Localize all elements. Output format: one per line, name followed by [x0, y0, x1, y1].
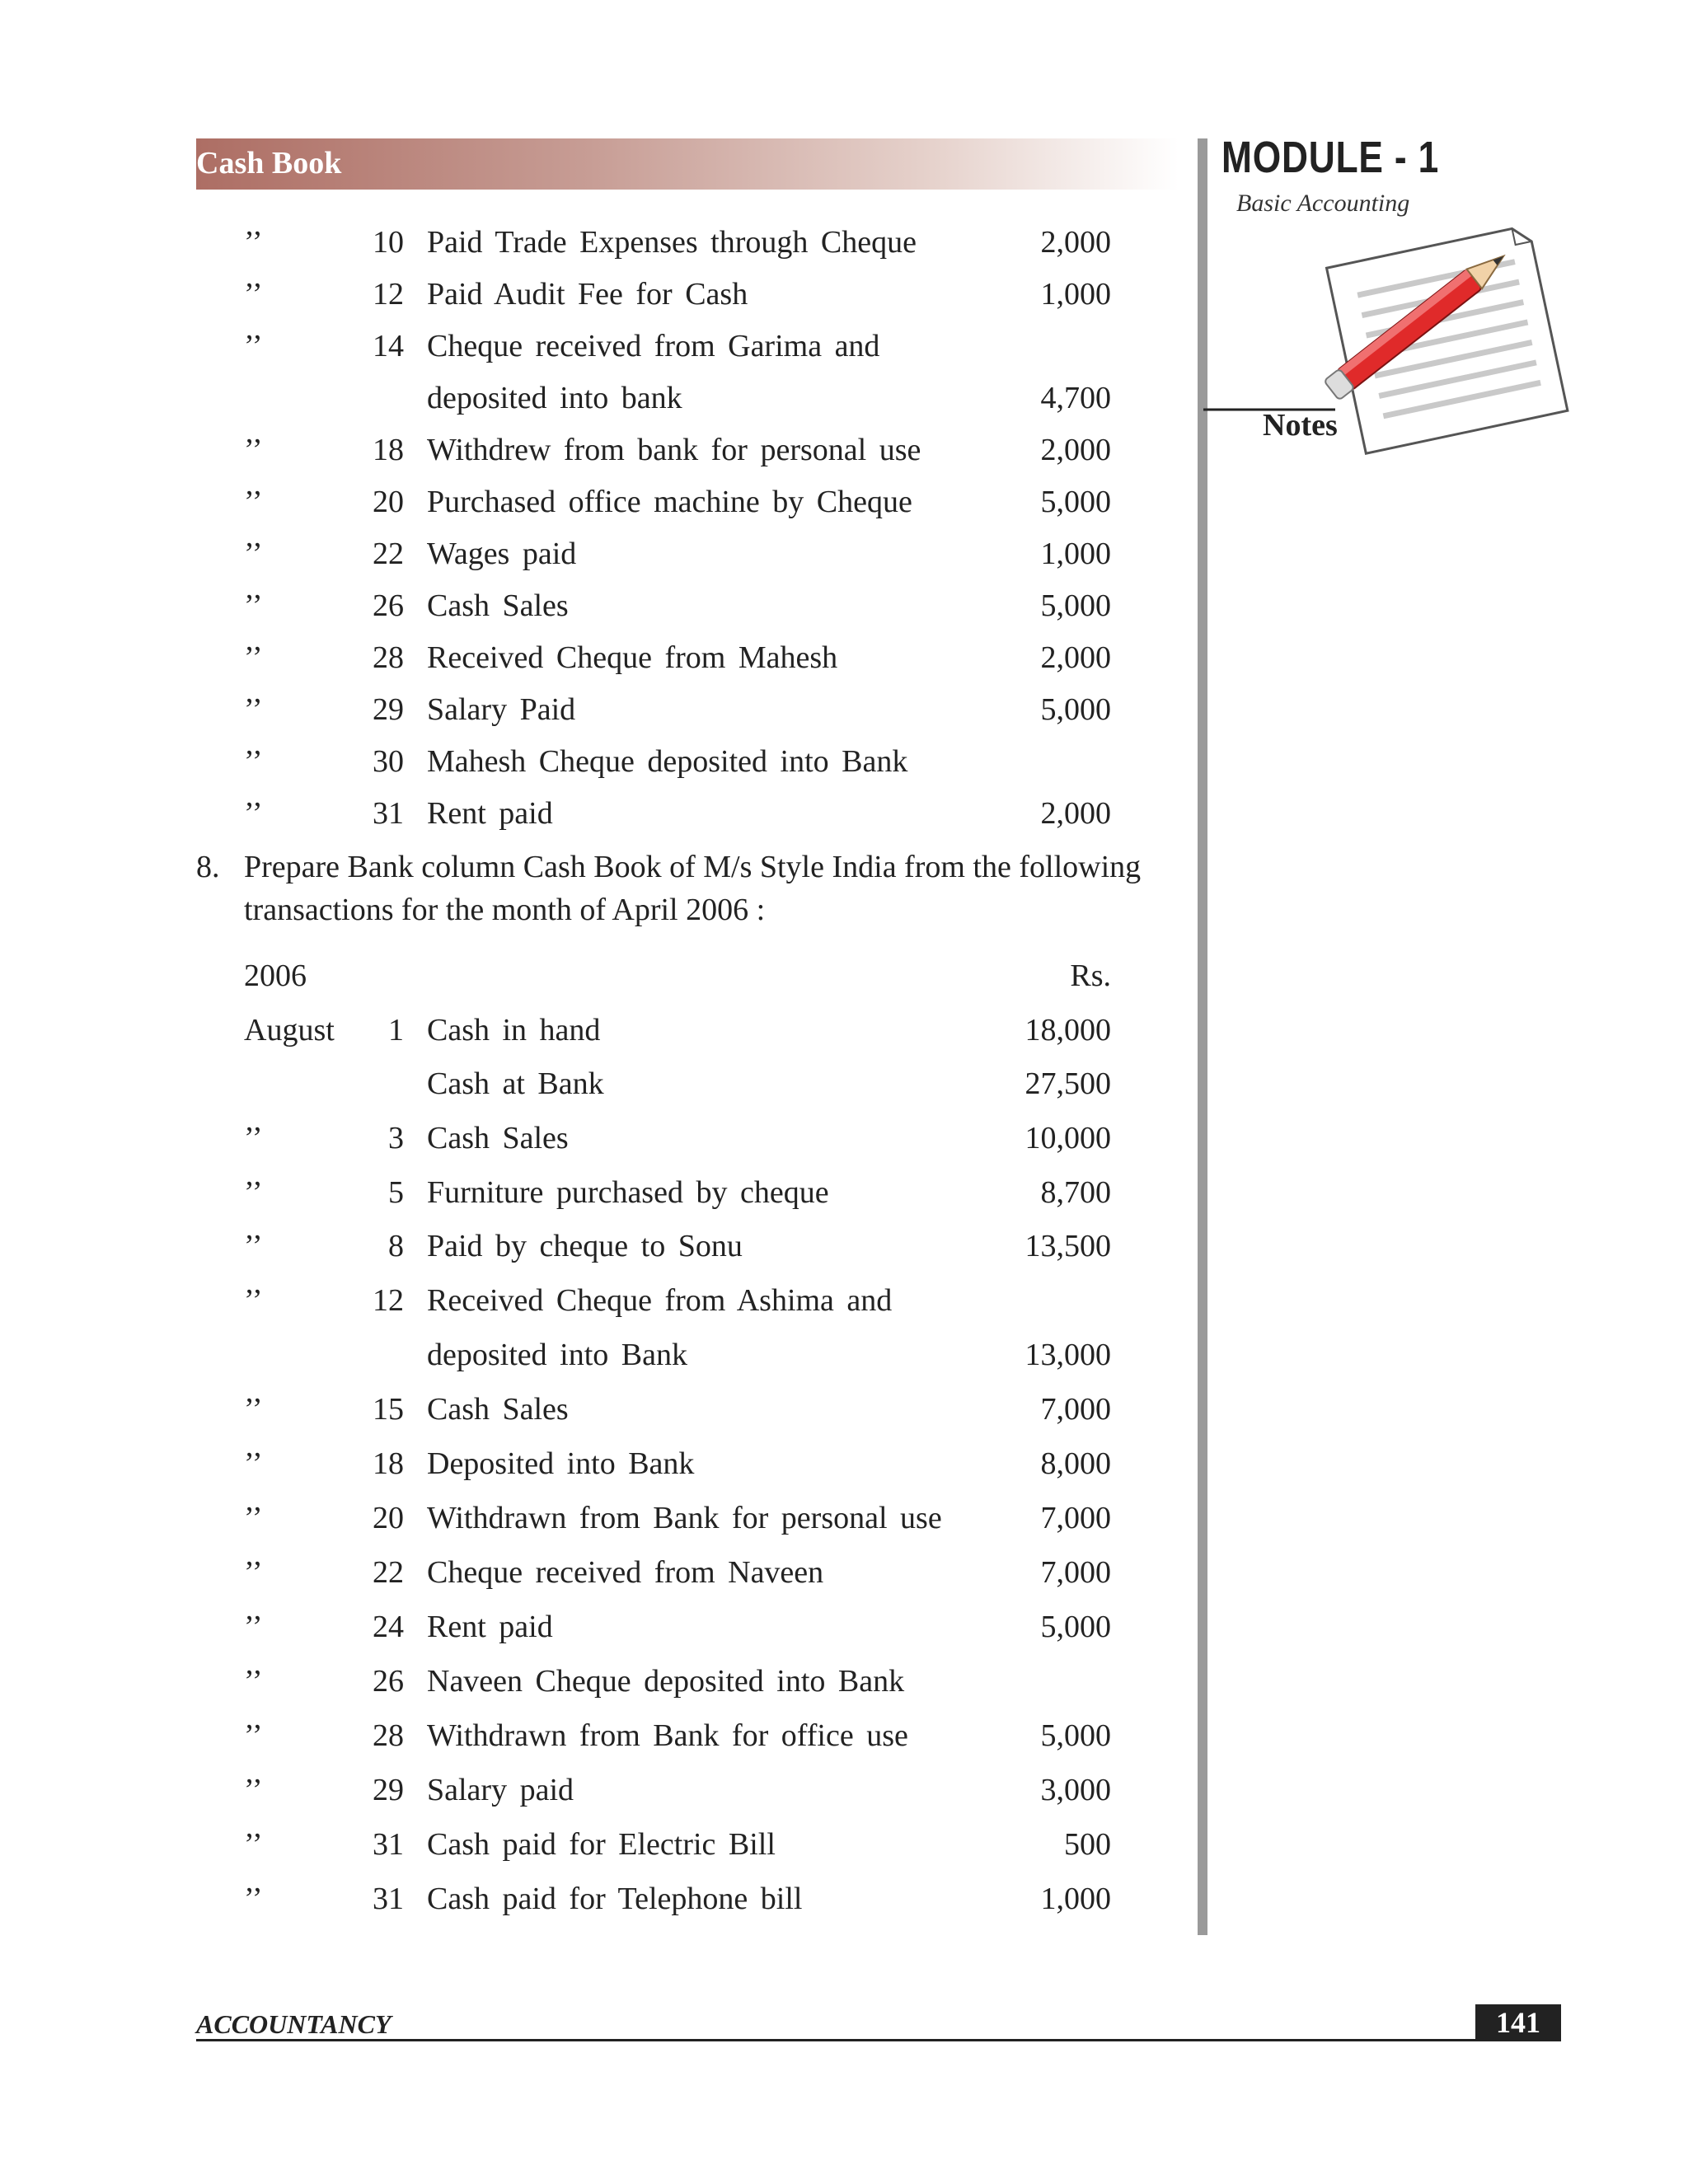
list-item — [0, 1446, 1187, 1495]
question-text-line-1: Prepare Bank column Cash Book of M/s Style India from the following — [244, 850, 1142, 884]
entry-month: ’’ — [244, 588, 263, 623]
list-item — [0, 1228, 1187, 1277]
entry-day: 12 — [373, 1283, 404, 1318]
entry-day: 15 — [373, 1392, 404, 1427]
entry-day: 18 — [373, 1446, 404, 1481]
notes-pencil-icon — [1203, 214, 1582, 462]
entry-month: ’’ — [244, 329, 263, 363]
entry-description: Salary Paid — [427, 692, 576, 727]
entry-description: Withdrawn from Bank for office use — [427, 1718, 908, 1753]
entry-description: Received Cheque from Ashima and — [427, 1283, 893, 1318]
entry-amount: 18,000 — [1025, 1013, 1111, 1047]
currency-label: Rs. — [1070, 958, 1111, 993]
list-item — [0, 1012, 1187, 1062]
list-item — [0, 1609, 1187, 1658]
entry-description: Cheque received from Naveen — [427, 1555, 824, 1590]
entry-month: ’’ — [244, 1121, 263, 1155]
entry-day: 30 — [373, 744, 404, 779]
module-title: MODULE - 1 — [1221, 133, 1440, 182]
entry-description: Withdrew from bank for personal use — [427, 433, 921, 467]
entry-month: ’’ — [244, 225, 263, 260]
entry-amount: 7,000 — [1040, 1555, 1111, 1590]
list-item — [0, 1718, 1187, 1767]
entry-month: ’’ — [244, 692, 263, 727]
entry-description: Salary paid — [427, 1773, 574, 1807]
list-item — [0, 380, 1187, 429]
entry-day: 3 — [388, 1121, 404, 1155]
list-item — [0, 1554, 1187, 1604]
entry-day: 28 — [373, 1718, 404, 1753]
list-item — [0, 1066, 1187, 1115]
entry-amount: 8,700 — [1040, 1175, 1111, 1210]
module-subtitle: Basic Accounting — [1236, 190, 1410, 217]
entry-amount: 2,000 — [1040, 225, 1111, 260]
list-item — [0, 588, 1187, 637]
entry-description: deposited into bank — [427, 381, 682, 415]
entry-month: ’’ — [244, 1175, 263, 1210]
entry-day: 31 — [373, 1827, 404, 1862]
entry-description: Cash Sales — [427, 588, 569, 623]
entry-month: ’’ — [244, 485, 263, 519]
entry-day: 26 — [373, 1664, 404, 1699]
list-item — [0, 795, 1187, 845]
list-item — [0, 691, 1187, 741]
entry-day: 22 — [373, 1555, 404, 1590]
entry-day: 5 — [388, 1175, 404, 1210]
list-item — [0, 1881, 1187, 1930]
entry-month: ’’ — [244, 1610, 263, 1644]
entry-description: Cash paid for Electric Bill — [427, 1827, 776, 1862]
entry-amount: 27,500 — [1025, 1066, 1111, 1101]
entry-month: ’’ — [244, 433, 263, 467]
entry-day: 24 — [373, 1610, 404, 1644]
entry-description: Rent paid — [427, 1610, 553, 1644]
list-item — [0, 1391, 1187, 1441]
entry-day: 20 — [373, 1501, 404, 1535]
entry-amount: 13,000 — [1025, 1338, 1111, 1372]
entry-amount: 1,000 — [1040, 277, 1111, 312]
entry-amount: 4,700 — [1040, 381, 1111, 415]
list-item — [0, 484, 1187, 533]
list-item — [0, 1282, 1187, 1332]
list-item — [0, 1500, 1187, 1549]
entry-description: Purchased office machine by Cheque — [427, 485, 912, 519]
entry-description: Withdrawn from Bank for personal use — [427, 1501, 942, 1535]
entry-month: ’’ — [244, 537, 263, 571]
entry-description: Paid Audit Fee for Cash — [427, 277, 748, 312]
entry-month: ’’ — [244, 1229, 263, 1263]
entry-month: ’’ — [244, 744, 263, 779]
list-header — [0, 958, 1187, 1007]
entry-month: ’’ — [244, 640, 263, 675]
entry-amount: 7,000 — [1040, 1501, 1111, 1535]
entry-amount: 1,000 — [1040, 1882, 1111, 1916]
entry-month: ’’ — [244, 277, 263, 312]
entry-description: Paid Trade Expenses through Cheque — [427, 225, 917, 260]
entry-day: 14 — [373, 329, 404, 363]
entry-description: Naveen Cheque deposited into Bank — [427, 1664, 905, 1699]
list-item — [0, 328, 1187, 377]
entry-description: Cheque received from Garima and — [427, 329, 880, 363]
entry-amount: 8,000 — [1040, 1446, 1111, 1481]
header-band — [196, 138, 1179, 190]
entry-month: ’’ — [244, 1446, 263, 1481]
entry-day: 31 — [373, 796, 404, 831]
entry-description: Furniture purchased by cheque — [427, 1175, 829, 1210]
entry-description: Cash paid for Telephone bill — [427, 1882, 803, 1916]
list-item — [0, 536, 1187, 585]
entry-day: 10 — [373, 225, 404, 260]
list-item — [0, 432, 1187, 481]
footer-subject: ACCOUNTANCY — [196, 2009, 392, 2039]
entry-description: Wages paid — [427, 537, 577, 571]
list-item — [0, 224, 1187, 274]
entry-day: 1 — [388, 1013, 404, 1047]
entry-description: Received Cheque from Mahesh — [427, 640, 838, 675]
entry-description: deposited into Bank — [427, 1338, 687, 1372]
entry-month: ’’ — [244, 1392, 263, 1427]
list-item — [0, 640, 1187, 689]
entry-amount: 5,000 — [1040, 588, 1111, 623]
entry-month: ’’ — [244, 1827, 263, 1862]
list-item — [0, 1174, 1187, 1224]
question-text-line-2: transactions for the month of April 2006 : — [244, 893, 766, 927]
entry-month: ’’ — [244, 796, 263, 831]
entry-month: August — [244, 1013, 335, 1047]
list-item — [0, 1120, 1187, 1169]
page-header-title: Cash Book — [196, 146, 342, 180]
entry-description: Rent paid — [427, 796, 553, 831]
entry-month: ’’ — [244, 1501, 263, 1535]
footer-rule — [196, 2039, 1561, 2041]
entry-month: ’’ — [244, 1664, 263, 1699]
entry-amount: 3,000 — [1040, 1773, 1111, 1807]
entry-month: ’’ — [244, 1555, 263, 1590]
list-item — [0, 1663, 1187, 1713]
entry-day: 29 — [373, 692, 404, 727]
entry-day: 22 — [373, 537, 404, 571]
page-number: 141 — [1475, 2004, 1561, 2041]
entry-amount: 10,000 — [1025, 1121, 1111, 1155]
year-label: 2006 — [244, 958, 307, 993]
entry-description: Cash at Bank — [427, 1066, 604, 1101]
entry-description: Deposited into Bank — [427, 1446, 695, 1481]
entry-month: ’’ — [244, 1718, 263, 1753]
entry-day: 29 — [373, 1773, 404, 1807]
list-item — [0, 276, 1187, 326]
entry-day: 28 — [373, 640, 404, 675]
entry-amount: 5,000 — [1040, 692, 1111, 727]
entry-amount: 2,000 — [1040, 640, 1111, 675]
entry-description: Cash Sales — [427, 1392, 569, 1427]
entry-day: 20 — [373, 485, 404, 519]
entry-month: ’’ — [244, 1773, 263, 1807]
entry-amount: 13,500 — [1025, 1229, 1111, 1263]
entry-description: Cash Sales — [427, 1121, 569, 1155]
entry-month: ’’ — [244, 1882, 263, 1916]
entry-amount: 1,000 — [1040, 537, 1111, 571]
question-number: 8. — [196, 850, 220, 884]
list-item — [0, 1772, 1187, 1821]
entry-day: 26 — [373, 588, 404, 623]
entry-month: ’’ — [244, 1283, 263, 1318]
entry-day: 8 — [388, 1229, 404, 1263]
entry-amount: 500 — [1064, 1827, 1111, 1862]
list-item — [0, 1337, 1187, 1386]
entry-day: 12 — [373, 277, 404, 312]
notes-label: Notes — [1263, 408, 1338, 443]
entry-description: Paid by cheque to Sonu — [427, 1229, 743, 1263]
entry-day: 18 — [373, 433, 404, 467]
entry-description: Mahesh Cheque deposited into Bank — [427, 744, 908, 779]
entry-amount: 2,000 — [1040, 433, 1111, 467]
entry-amount: 2,000 — [1040, 796, 1111, 831]
entry-amount: 5,000 — [1040, 485, 1111, 519]
entry-description: Cash in hand — [427, 1013, 601, 1047]
entry-day: 31 — [373, 1882, 404, 1916]
list-item — [0, 1826, 1187, 1876]
entry-amount: 7,000 — [1040, 1392, 1111, 1427]
entry-amount: 5,000 — [1040, 1718, 1111, 1753]
entry-amount: 5,000 — [1040, 1610, 1111, 1644]
list-item — [0, 743, 1187, 793]
